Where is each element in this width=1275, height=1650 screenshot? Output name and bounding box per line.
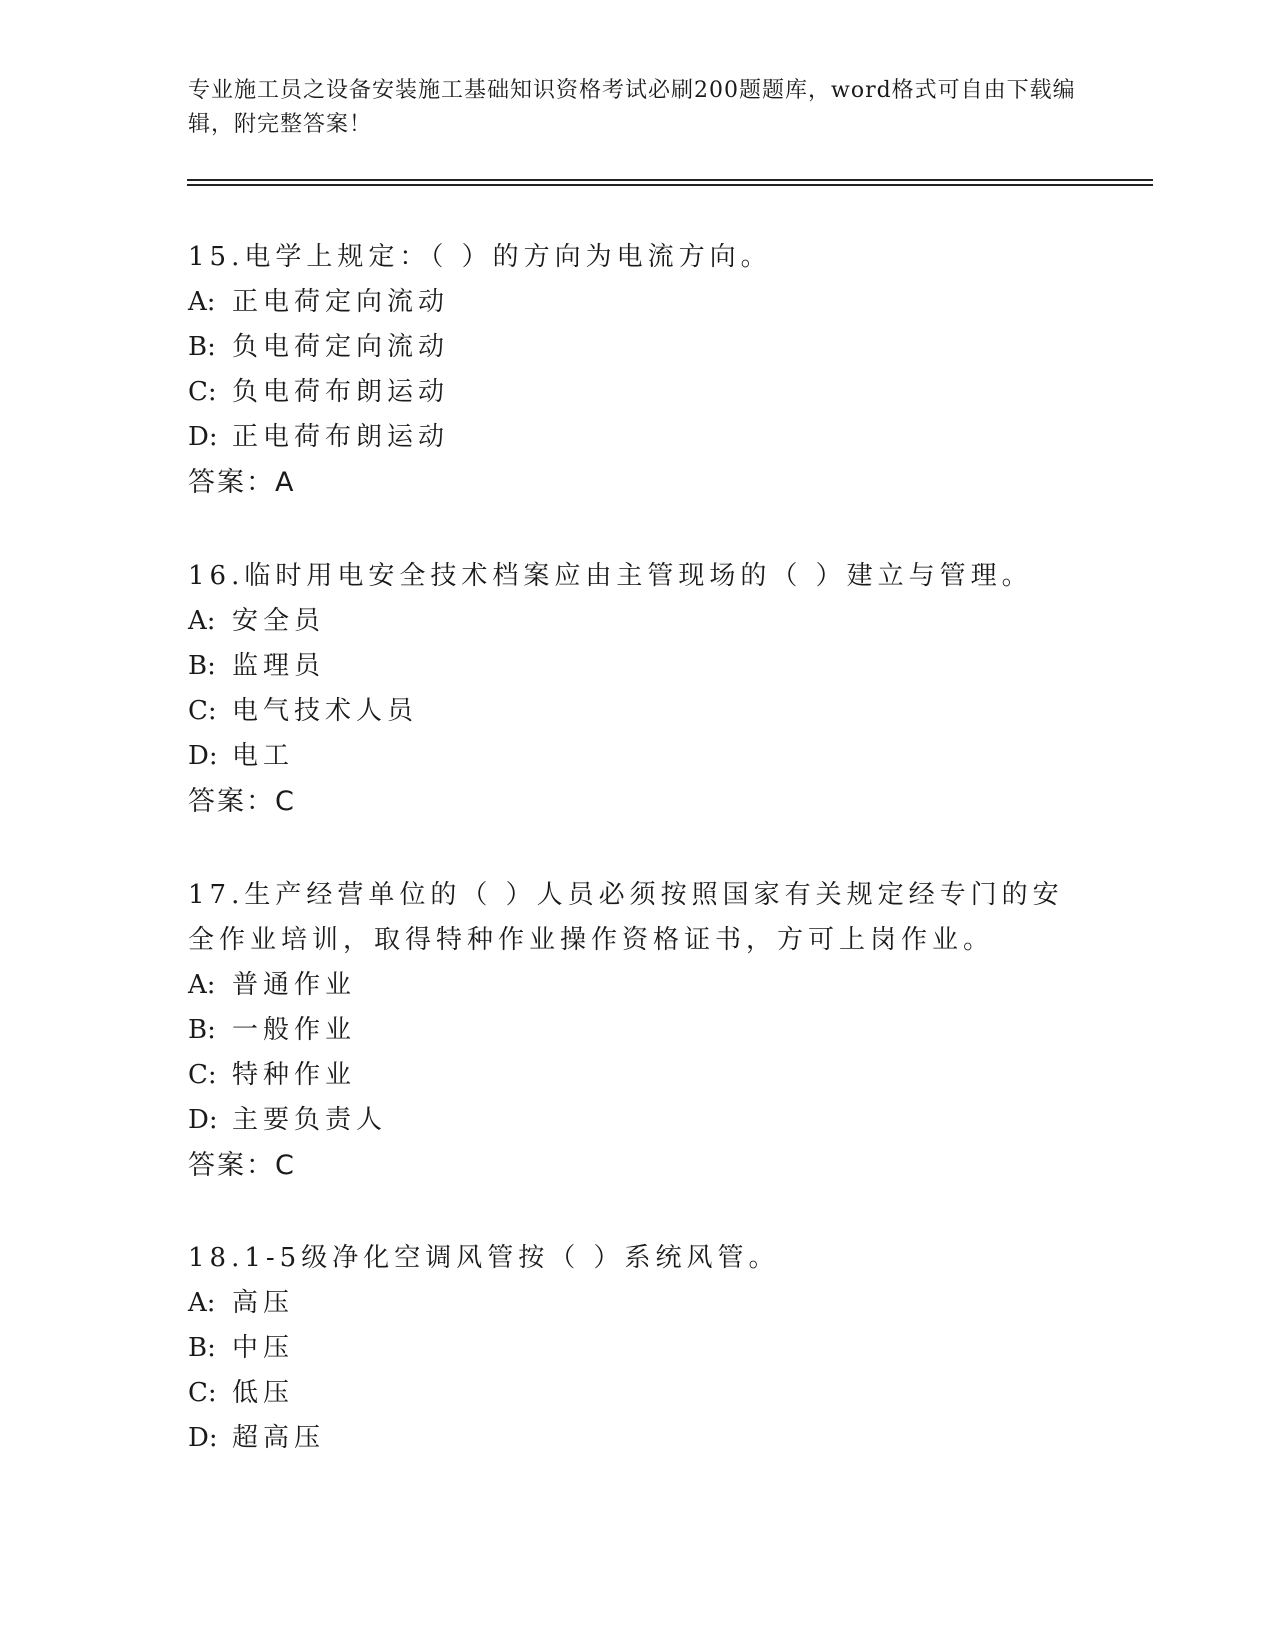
option-b — [188, 1008, 1068, 1053]
question-17 — [188, 873, 1068, 1188]
option-text: 一般作业 — [232, 1015, 357, 1045]
question-stem: 17.生产经营单位的（ ）人员必须按照国家有关规定经专门的安全作业培训，取得特种作业操作资格证书，方可上岗作业。 — [188, 880, 1064, 955]
option-text: 低压 — [232, 1378, 295, 1408]
option-text: 电工 — [232, 741, 295, 771]
option-letter: A: — [188, 1288, 216, 1318]
option-text: 中压 — [232, 1333, 295, 1363]
option-d — [188, 1098, 1068, 1143]
option-letter: C: — [188, 696, 217, 726]
question-stem: 15.电学上规定：（ ）的方向为电流方向。 — [188, 242, 772, 272]
option-letter: D: — [188, 1423, 218, 1453]
option-letter: D: — [188, 1105, 218, 1135]
option-b — [188, 325, 1068, 370]
option-letter: A: — [188, 287, 216, 317]
option-c — [188, 1371, 1068, 1416]
option-b — [188, 1326, 1068, 1371]
option-d — [188, 1416, 1068, 1461]
question-16 — [188, 554, 1068, 824]
option-text: 负电荷布朗运动 — [232, 377, 450, 407]
option-letter: C: — [188, 1060, 217, 1090]
option-text: 高压 — [232, 1288, 295, 1318]
question-18 — [188, 1236, 1068, 1461]
option-c — [188, 689, 1068, 734]
option-letter: B: — [188, 1333, 216, 1363]
option-a — [188, 963, 1068, 1008]
option-a — [188, 599, 1068, 644]
option-text: 安全员 — [232, 606, 326, 636]
document-header-title: 专业施工员之设备安装施工基础知识资格考试必刷200题题库，word格式可自由下载编辑，附完整答案！ — [188, 78, 1076, 137]
option-letter: B: — [188, 332, 216, 362]
question-15 — [188, 235, 1068, 505]
option-text: 电气技术人员 — [232, 696, 419, 726]
question-stem: 18.1-5级净化空调风管按（ ）系统风管。 — [188, 1243, 780, 1273]
option-d — [188, 734, 1068, 779]
option-letter: A: — [188, 970, 216, 1000]
answer-line: 答案：C — [188, 786, 296, 817]
option-a — [188, 280, 1068, 325]
option-c — [188, 1053, 1068, 1098]
option-letter: C: — [188, 1378, 217, 1408]
option-b — [188, 644, 1068, 689]
option-d — [188, 415, 1068, 460]
option-letter: B: — [188, 651, 216, 681]
answer-line: 答案：C — [188, 1150, 296, 1181]
option-letter: D: — [188, 741, 218, 771]
option-letter: D: — [188, 422, 218, 452]
option-text: 普通作业 — [232, 970, 357, 1000]
option-text: 主要负责人 — [232, 1105, 388, 1135]
answer-line: 答案：A — [188, 467, 296, 498]
header-rule-bottom — [187, 184, 1153, 186]
header-rule-top — [187, 179, 1153, 181]
option-text: 超高压 — [232, 1423, 326, 1453]
option-text: 特种作业 — [232, 1060, 357, 1090]
question-stem: 16.临时用电安全技术档案应由主管现场的（ ）建立与管理。 — [188, 561, 1033, 591]
option-text: 正电荷定向流动 — [232, 287, 450, 317]
option-letter: C: — [188, 377, 217, 407]
option-text: 正电荷布朗运动 — [232, 422, 450, 452]
option-c — [188, 370, 1068, 415]
option-letter: A: — [188, 606, 216, 636]
option-text: 负电荷定向流动 — [232, 332, 450, 362]
option-letter: B: — [188, 1015, 216, 1045]
option-text: 监理员 — [232, 651, 326, 681]
option-a — [188, 1281, 1068, 1326]
